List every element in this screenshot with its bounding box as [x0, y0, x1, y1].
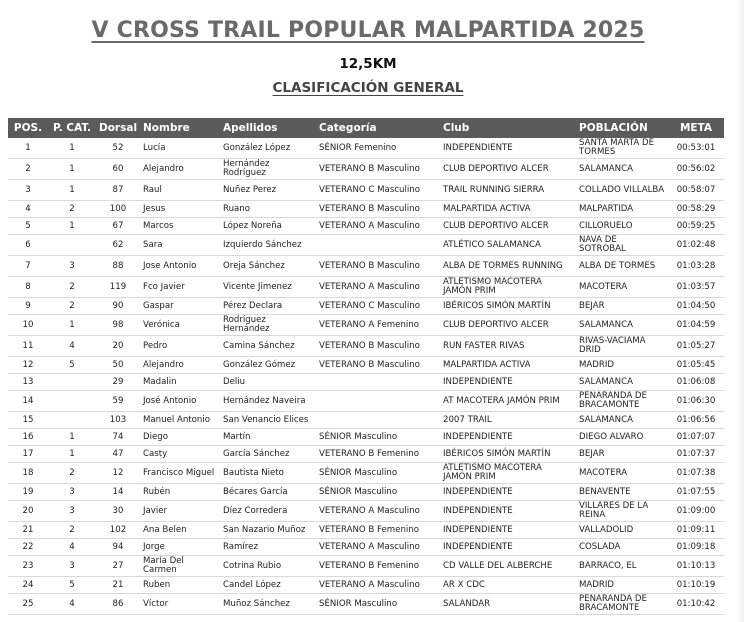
cell-dorsal: 67 — [96, 218, 140, 235]
cell-nombre: Francisco Miguel — [140, 463, 220, 484]
cell-nombre: Diego — [140, 429, 220, 446]
cell-meta: 01:05:27 — [668, 336, 724, 357]
cell-categoria: VETERANO B Masculino — [316, 336, 440, 357]
table-row — [8, 336, 724, 357]
cell-pcat: 5 — [48, 577, 96, 594]
cell-pos: 2 — [8, 159, 48, 180]
cell-meta: 00:59:25 — [668, 218, 724, 235]
cell-meta: 00:58:29 — [668, 201, 724, 218]
cell-poblacion: MADRID — [576, 357, 668, 374]
table-row — [8, 180, 724, 201]
cell-club: IBÉRICOS SIMÓN MARTÍN — [440, 446, 576, 463]
cell-nombre: Lucía — [140, 138, 220, 159]
cell-pos: 23 — [8, 556, 48, 577]
cell-pcat: 4 — [48, 539, 96, 556]
cell-meta: 01:06:30 — [668, 391, 724, 412]
cell-nombre: Fco Javier — [140, 277, 220, 298]
cell-club: INDEPENDIENTE — [440, 539, 576, 556]
cell-club: CLUB DEPORTIVO ALCER — [440, 218, 576, 235]
table-row — [8, 522, 724, 539]
table-row — [8, 277, 724, 298]
cell-pos: 10 — [8, 315, 48, 336]
cell-categoria — [316, 235, 440, 256]
cell-meta: 01:07:55 — [668, 484, 724, 501]
cell-categoria: SÉNIOR Masculino — [316, 429, 440, 446]
table-row — [8, 501, 724, 522]
cell-categoria: VETERANO B Masculino — [316, 256, 440, 277]
cell-club: INDEPENDIENTE — [440, 522, 576, 539]
cell-pcat — [48, 374, 96, 391]
cell-nombre: Jose Antonio — [140, 256, 220, 277]
cell-nombre: Javier — [140, 501, 220, 522]
cell-dorsal: 30 — [96, 501, 140, 522]
cell-nombre: Manuel Antonio — [140, 412, 220, 429]
cell-categoria: VETERANO A Masculino — [316, 539, 440, 556]
cell-categoria: VETERANO B Masculino — [316, 357, 440, 374]
cell-dorsal: 62 — [96, 235, 140, 256]
table-row — [8, 256, 724, 277]
cell-meta: 01:09:00 — [668, 501, 724, 522]
cell-categoria: VETERANO A Masculino — [316, 277, 440, 298]
cell-meta: 01:07:37 — [668, 446, 724, 463]
cell-poblacion: ALBA DE TORMES — [576, 256, 668, 277]
table-row — [8, 539, 724, 556]
cell-pos: 19 — [8, 484, 48, 501]
cell-pcat: 1 — [48, 159, 96, 180]
cell-meta: 01:07:38 — [668, 463, 724, 484]
cell-dorsal: 47 — [96, 446, 140, 463]
cell-club: ATLETISMO MACOTERA JAMÓN PRIM — [440, 463, 576, 484]
cell-nombre: Casty — [140, 446, 220, 463]
cell-pos: 4 — [8, 201, 48, 218]
cell-dorsal: 21 — [96, 577, 140, 594]
cell-dorsal: 90 — [96, 298, 140, 315]
cell-apellidos: Bautista Nieto — [220, 463, 316, 484]
table-row — [8, 594, 724, 615]
table-row — [8, 374, 724, 391]
cell-dorsal: 88 — [96, 256, 140, 277]
cell-pcat: 3 — [48, 256, 96, 277]
cell-poblacion: SALAMANCA — [576, 374, 668, 391]
cell-dorsal: 59 — [96, 391, 140, 412]
cell-dorsal: 74 — [96, 429, 140, 446]
cell-club: ATLÉTICO SALAMANCA — [440, 235, 576, 256]
table-header-row — [8, 118, 724, 138]
table-row — [8, 412, 724, 429]
cell-pos: 13 — [8, 374, 48, 391]
cell-club: ALBA DE TORMES RUNNING — [440, 256, 576, 277]
cell-categoria: SÉNIOR Masculino — [316, 484, 440, 501]
cell-poblacion: MALPARTIDA — [576, 201, 668, 218]
cell-poblacion: SALAMANCA — [576, 315, 668, 336]
cell-apellidos: San Venancio Elices — [220, 412, 316, 429]
cell-dorsal: 100 — [96, 201, 140, 218]
cell-pos: 14 — [8, 391, 48, 412]
cell-meta: 00:58:07 — [668, 180, 724, 201]
cell-pos: 1 — [8, 138, 48, 159]
cell-meta: 01:04:50 — [668, 298, 724, 315]
cell-club: MALPARTIDA ACTIVA — [440, 357, 576, 374]
cell-pos: 12 — [8, 357, 48, 374]
cell-apellidos: Martín — [220, 429, 316, 446]
cell-pos: 20 — [8, 501, 48, 522]
cell-pcat: 2 — [48, 522, 96, 539]
cell-apellidos: Cotrina Rubio — [220, 556, 316, 577]
section-title: CLASIFICACIÓN GENERAL — [272, 80, 464, 96]
cell-nombre: José Antonio — [140, 391, 220, 412]
col-header-categoria: Categoría — [316, 118, 440, 138]
cell-poblacion: SANTA MARTA DE TORMES — [576, 138, 668, 159]
cell-categoria — [316, 374, 440, 391]
cell-poblacion: COSLADA — [576, 539, 668, 556]
cell-categoria: VETERANO B Femenino — [316, 522, 440, 539]
cell-pcat: 1 — [48, 138, 96, 159]
cell-dorsal: 103 — [96, 412, 140, 429]
cell-club: AT MACOTERA JAMÓN PRIM — [440, 391, 576, 412]
cell-apellidos: Rodríguez Hernández — [220, 315, 316, 336]
cell-meta: 01:09:11 — [668, 522, 724, 539]
cell-club: INDEPENDIENTE — [440, 138, 576, 159]
table-row — [8, 556, 724, 577]
cell-pos: 17 — [8, 446, 48, 463]
cell-meta: 00:53:01 — [668, 138, 724, 159]
cell-poblacion: BEJAR — [576, 446, 668, 463]
cell-dorsal: 98 — [96, 315, 140, 336]
cell-apellidos: López Noreña — [220, 218, 316, 235]
table-row — [8, 159, 724, 180]
cell-pcat: 5 — [48, 357, 96, 374]
cell-pos: 8 — [8, 277, 48, 298]
cell-categoria: VETERANO C Masculino — [316, 298, 440, 315]
cell-poblacion: BENAVENTE — [576, 484, 668, 501]
cell-club: CD VALLE DEL ALBERCHE — [440, 556, 576, 577]
cell-apellidos: García Sánchez — [220, 446, 316, 463]
table-row — [8, 298, 724, 315]
cell-meta: 01:02:48 — [668, 235, 724, 256]
cell-categoria: VETERANO B Masculino — [316, 201, 440, 218]
cell-club: MALPARTIDA ACTIVA — [440, 201, 576, 218]
cell-poblacion: BARRACO, EL — [576, 556, 668, 577]
cell-nombre: Jesus — [140, 201, 220, 218]
table-row — [8, 446, 724, 463]
table-row — [8, 138, 724, 159]
table-row — [8, 201, 724, 218]
table-row — [8, 463, 724, 484]
cell-poblacion: PEÑARANDA DE BRACAMONTE — [576, 391, 668, 412]
cell-categoria: SÉNIOR Femenino — [316, 138, 440, 159]
results-table — [8, 118, 724, 615]
cell-club: AR X CDC — [440, 577, 576, 594]
cell-pos: 18 — [8, 463, 48, 484]
cell-meta: 01:10:13 — [668, 556, 724, 577]
cell-pcat — [48, 391, 96, 412]
cell-categoria — [316, 391, 440, 412]
cell-meta: 01:10:42 — [668, 594, 724, 615]
cell-club: CLUB DEPORTIVO ALCER — [440, 159, 576, 180]
cell-club: INDEPENDIENTE — [440, 501, 576, 522]
col-header-poblacion: POBLACIÓN — [576, 118, 668, 138]
cell-apellidos: González Gómez — [220, 357, 316, 374]
cell-nombre: Ana Belen — [140, 522, 220, 539]
cell-dorsal: 119 — [96, 277, 140, 298]
table-row — [8, 218, 724, 235]
page-edge-shadow — [736, 0, 744, 622]
cell-dorsal: 52 — [96, 138, 140, 159]
cell-dorsal: 27 — [96, 556, 140, 577]
table-row — [8, 484, 724, 501]
cell-dorsal: 102 — [96, 522, 140, 539]
cell-categoria: VETERANO A Masculino — [316, 577, 440, 594]
cell-pcat: 2 — [48, 201, 96, 218]
cell-apellidos: Vicente Jimenez — [220, 277, 316, 298]
cell-pcat: 1 — [48, 315, 96, 336]
cell-pos: 5 — [8, 218, 48, 235]
cell-poblacion: SALAMANCA — [576, 412, 668, 429]
cell-nombre: Rubén — [140, 484, 220, 501]
cell-categoria — [316, 412, 440, 429]
cell-categoria: VETERANO B Femenino — [316, 556, 440, 577]
cell-dorsal: 50 — [96, 357, 140, 374]
cell-meta: 00:56:02 — [668, 159, 724, 180]
cell-categoria: VETERANO C Masculino — [316, 180, 440, 201]
cell-nombre: Raul — [140, 180, 220, 201]
cell-club: INDEPENDIENTE — [440, 484, 576, 501]
cell-pos: 11 — [8, 336, 48, 357]
cell-nombre: Víctor — [140, 594, 220, 615]
cell-pcat: 2 — [48, 277, 96, 298]
cell-nombre: Jorge — [140, 539, 220, 556]
cell-meta: 01:10:19 — [668, 577, 724, 594]
cell-club: IBÉRICOS SIMÓN MARTÍN — [440, 298, 576, 315]
cell-poblacion: DIEGO ALVARO — [576, 429, 668, 446]
cell-poblacion: MACOTERA — [576, 463, 668, 484]
cell-nombre: Sara — [140, 235, 220, 256]
cell-club: CLUB DEPORTIVO ALCER — [440, 315, 576, 336]
cell-apellidos: González López — [220, 138, 316, 159]
cell-pos: 16 — [8, 429, 48, 446]
cell-apellidos: Hernández Rodríguez — [220, 159, 316, 180]
cell-pcat: 1 — [48, 446, 96, 463]
cell-meta: 01:09:18 — [668, 539, 724, 556]
cell-dorsal: 29 — [96, 374, 140, 391]
cell-apellidos: Bécares García — [220, 484, 316, 501]
cell-categoria: VETERANO A Masculino — [316, 218, 440, 235]
cell-meta: 01:06:56 — [668, 412, 724, 429]
results-body — [8, 138, 724, 615]
table-row — [8, 357, 724, 374]
cell-poblacion: VALLADOLID — [576, 522, 668, 539]
cell-club: TRAIL RUNNING SIERRA — [440, 180, 576, 201]
cell-nombre: Verónica — [140, 315, 220, 336]
cell-apellidos: San Nazario Muñoz — [220, 522, 316, 539]
cell-apellidos: Muñoz Sánchez — [220, 594, 316, 615]
col-header-dorsal: Dorsal — [96, 118, 140, 138]
cell-categoria: SÉNIOR Masculino — [316, 463, 440, 484]
cell-pos: 3 — [8, 180, 48, 201]
cell-poblacion: CILLORUELO — [576, 218, 668, 235]
cell-meta: 01:03:57 — [668, 277, 724, 298]
cell-pcat: 3 — [48, 501, 96, 522]
cell-poblacion: MADRID — [576, 577, 668, 594]
table-row — [8, 315, 724, 336]
cell-poblacion: COLLADO VILLALBA — [576, 180, 668, 201]
cell-apellidos: Candel López — [220, 577, 316, 594]
cell-meta: 01:03:28 — [668, 256, 724, 277]
cell-dorsal: 87 — [96, 180, 140, 201]
cell-club: ATLETISMO MACOTERA JAMÓN PRIM — [440, 277, 576, 298]
cell-nombre: Alejandro — [140, 357, 220, 374]
table-row — [8, 577, 724, 594]
col-header-apellidos: Apellidos — [220, 118, 316, 138]
cell-club: RUN FASTER RIVAS — [440, 336, 576, 357]
cell-pcat: 2 — [48, 463, 96, 484]
cell-categoria: SÉNIOR Masculino — [316, 594, 440, 615]
col-header-club: Club — [440, 118, 576, 138]
col-header-pcat: P. CAT. — [48, 118, 96, 138]
cell-pos: 24 — [8, 577, 48, 594]
cell-apellidos: Deliu — [220, 374, 316, 391]
cell-categoria: VETERANO A Femenino — [316, 315, 440, 336]
cell-poblacion: VILLARES DE LA REINA — [576, 501, 668, 522]
cell-meta: 01:05:45 — [668, 357, 724, 374]
cell-club: SALANDAR — [440, 594, 576, 615]
cell-dorsal: 14 — [96, 484, 140, 501]
cell-dorsal: 12 — [96, 463, 140, 484]
cell-club: INDEPENDIENTE — [440, 429, 576, 446]
cell-poblacion: SALAMANCA — [576, 159, 668, 180]
cell-pos: 15 — [8, 412, 48, 429]
cell-pos: 25 — [8, 594, 48, 615]
distance-label: 12,5KM — [339, 56, 397, 72]
cell-pcat — [48, 235, 96, 256]
table-row — [8, 235, 724, 256]
cell-apellidos: Nuñez Perez — [220, 180, 316, 201]
table-row — [8, 391, 724, 412]
cell-pcat: 1 — [48, 218, 96, 235]
cell-club: INDEPENDIENTE — [440, 374, 576, 391]
cell-pos: 21 — [8, 522, 48, 539]
cell-nombre: Madalin — [140, 374, 220, 391]
cell-pos: 6 — [8, 235, 48, 256]
cell-apellidos: Camina Sánchez — [220, 336, 316, 357]
col-header-meta: META — [668, 118, 724, 138]
cell-pcat: 4 — [48, 336, 96, 357]
cell-pcat: 3 — [48, 484, 96, 501]
cell-club: 2007 TRAIL — [440, 412, 576, 429]
cell-poblacion: BEJAR — [576, 298, 668, 315]
cell-meta: 01:06:08 — [668, 374, 724, 391]
cell-nombre: Pedro — [140, 336, 220, 357]
cell-nombre: María Del Carmen — [140, 556, 220, 577]
cell-nombre: Ruben — [140, 577, 220, 594]
cell-nombre: Marcos — [140, 218, 220, 235]
cell-pcat: 1 — [48, 180, 96, 201]
col-header-nombre: Nombre — [140, 118, 220, 138]
cell-apellidos: Díez Corredera — [220, 501, 316, 522]
table-row — [8, 429, 724, 446]
cell-categoria: VETERANO B Masculino — [316, 159, 440, 180]
cell-pos: 7 — [8, 256, 48, 277]
cell-dorsal: 20 — [96, 336, 140, 357]
cell-poblacion: PEÑARANDA DE BRACAMONTE — [576, 594, 668, 615]
cell-pcat: 4 — [48, 594, 96, 615]
cell-apellidos: Izquierdo Sánchez — [220, 235, 316, 256]
cell-pcat: 3 — [48, 556, 96, 577]
cell-apellidos: Ramírez — [220, 539, 316, 556]
cell-dorsal: 94 — [96, 539, 140, 556]
cell-apellidos: Hernández Naveira — [220, 391, 316, 412]
cell-nombre: Gaspar — [140, 298, 220, 315]
cell-apellidos: Ruano — [220, 201, 316, 218]
cell-pos: 22 — [8, 539, 48, 556]
cell-dorsal: 60 — [96, 159, 140, 180]
cell-pcat — [48, 412, 96, 429]
cell-poblacion: RIVAS-VACIAMA DRID — [576, 336, 668, 357]
cell-pos: 9 — [8, 298, 48, 315]
cell-categoria: VETERANO A Masculino — [316, 501, 440, 522]
col-header-pos: POS. — [8, 118, 48, 138]
cell-apellidos: Pérez Declara — [220, 298, 316, 315]
cell-meta: 01:07:07 — [668, 429, 724, 446]
page-title: V CROSS TRAIL POPULAR MALPARTIDA 2025 — [91, 18, 645, 43]
cell-apellidos: Oreja Sánchez — [220, 256, 316, 277]
cell-pcat: 2 — [48, 298, 96, 315]
cell-poblacion: NAVA DE SOTROBAL — [576, 235, 668, 256]
cell-poblacion: MACOTERA — [576, 277, 668, 298]
cell-dorsal: 86 — [96, 594, 140, 615]
cell-pcat: 1 — [48, 429, 96, 446]
cell-nombre: Alejandro — [140, 159, 220, 180]
cell-categoria: VETERANO B Femenino — [316, 446, 440, 463]
cell-meta: 01:04:59 — [668, 315, 724, 336]
